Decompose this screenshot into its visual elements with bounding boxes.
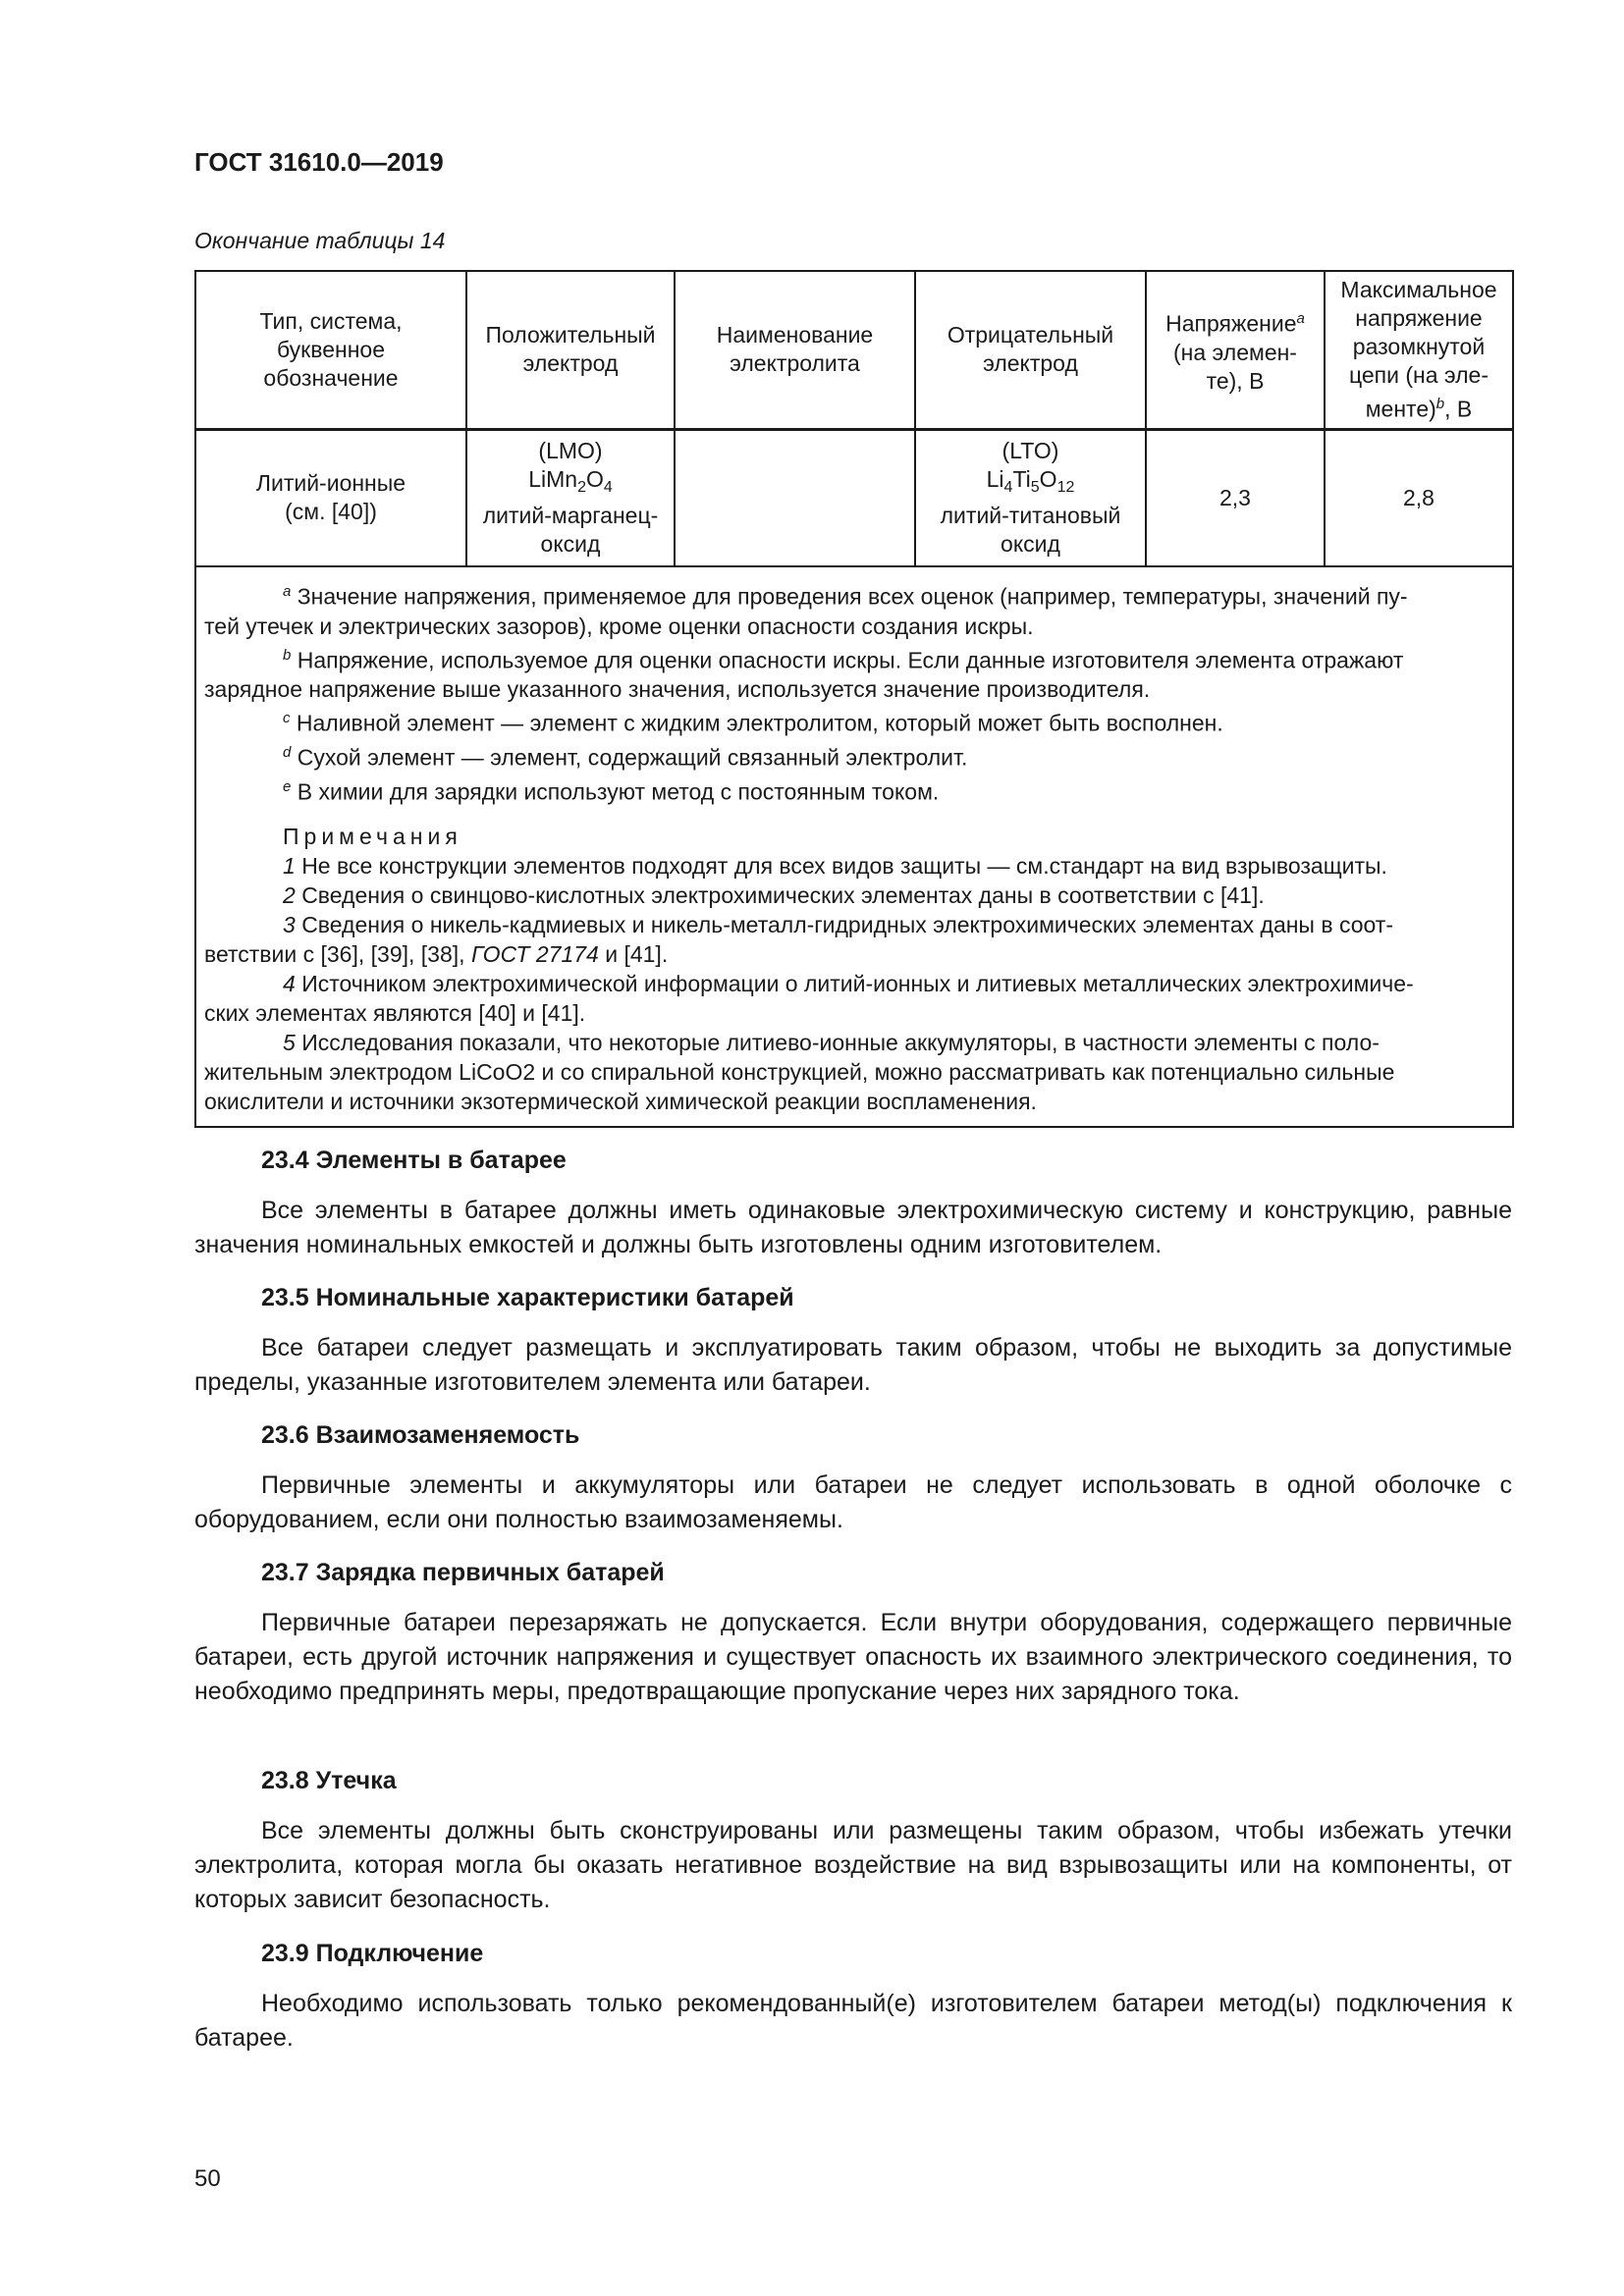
section-title: 23.4 Элементы в батарее <box>261 1147 567 1174</box>
section-paragraph: Все элементы должны быть сконструированы или размещены таким образом, чтобы избежать утечки электролита, которая могла бы оказать негативное воздействие на вид взрывозащиты или на компоненты, от которых зависит безопасность. <box>194 1817 1512 1913</box>
section-23-8 <box>194 1764 1512 1917</box>
footnote-a: $^a$ Значение напряжения, применяемое для проведения всех оценок (например, температуры, значений пу- <box>283 583 1408 610</box>
note-1: 1 Не все конструкции элементов подходят для всех видов защиты — см.стандарт на вид взрывозащиты. <box>283 853 1387 880</box>
note-3: 3 Сведения о никель-кадмиевых и никель-металл-гидридных электрохимических элементах даны в соот- <box>283 912 1393 938</box>
cell-positive-electrode: (LMO) $LiMn_2O_4$ литий-марганец- оксид <box>466 429 675 566</box>
section-title: 23.8 Утечка <box>261 1767 397 1794</box>
section-paragraph: Необходимо использовать только рекомендованный(е) изготовителем батареи метод(ы) подключения к батарее. <box>194 1990 1512 2052</box>
footnote-e: $^e$ В химии для зарядки используют метод с постоянным током. <box>283 777 940 805</box>
column-header-negative-electrode: Отрицательный электрод <box>915 271 1146 429</box>
section-paragraph: Первичные элементы и аккумуляторы или батареи не следует использовать в одной оболочке с оборудованием, если они полностью взаимозаменяемы. <box>194 1471 1512 1533</box>
column-header-type: Тип, система, буквенное обозначение <box>195 271 466 429</box>
note-4: 4 Источником электрохимической информации о литий-ионных и литиевых металлических электрохимиче- <box>283 971 1414 997</box>
section-paragraph: Все батареи следует размещать и эксплуатировать таким образом, чтобы не выходить за допустимые пределы, указанные изготовителем элемента или батареи. <box>194 1334 1512 1396</box>
note-5: 5 Исследования показали, что некоторые литиево-ионные аккумуляторы, в частности элементы с поло- <box>283 1030 1380 1056</box>
table-footnotes: $^a$ Значение напряжения, применяемое для проведения всех оценок (например, температуры, значений пу- тей утечек и электрических зазоров), кроме оценки опасности создания искры. $^b$ Напряжение, используемое для оценки опасности искры. Если данные изготовителя элемента отражают зарядное напряжение выше указанного значения, используется значение производителя. $^c$ Наливной элемент — элемент с жидким электролитом, который может быть восполнен. $^d$ Сухой элемент — элемент, содержащий связанный электролит. $^e$ В химии для зарядки используют метод с постоянным током. Примечания 1 Не все конструкции элементов подходят для всех видов защиты — см.стандарт на вид взрывозащиты. 2 Сведения о свинцово-кислотных электрохимических элементах даны в соответствии с [41]. 3 Сведения о никель-кадмиевых и никель-металл-гидридных электрохимических элементах даны в соот- ветствии с [36], [39], [38], ГОСТ 27174 и [41]. 4 Источником электрохимической информации о литий-ионных и литиевых металлических электрохимиче- ских элементах являются [40] и [41]. 5 Исследования показали, что некоторые литиево-ионные аккумуляторы, в частности элементы с поло- жительным электродом LiCoO2 и со спиральной конструкцией, можно рассматривать как потенциально сильные окислители и источники экзотермической химической реакции воспламенения. <box>195 566 1513 1127</box>
section-title: 23.5 Номинальные характеристики батарей <box>261 1284 794 1311</box>
note-2: 2 Сведения о свинцово-кислотных электрохимических элементах даны в соответствии с [41]. <box>283 882 1265 909</box>
footnote-ref-a: a <box>1296 310 1305 327</box>
column-header-electrolyte: Наименование электролита <box>675 271 915 429</box>
section-paragraph: Все элементы в батарее должны иметь одинаковые электрохимическую систему и конструкцию, равные значения номинальных емкостей и должны быть изготовлены одним изготовителем. <box>194 1197 1512 1258</box>
section-23-5 <box>194 1281 1512 1400</box>
electrochemical-table <box>194 270 1514 1128</box>
cell-max-voltage: 2,8 <box>1325 429 1513 566</box>
footnote-c: $^c$ Наливной элемент — элемент с жидким электролитом, который может быть восполнен. <box>283 710 1223 737</box>
notes-title: Примечания <box>283 824 462 850</box>
formula-lto: $Li_4Ti_5O_{12}$ <box>986 466 1075 497</box>
section-paragraph: Первичные батареи перезаряжать не допускается. Если внутри оборудования, содержащего первичные батареи, есть другой источник напряжения и существует опасность их взаимного электрического соединения, то необходимо предпринять меры, предотвращающие пропускание через них зарядного тока. <box>194 1609 1512 1705</box>
footnote-ref-b: b <box>1435 396 1445 412</box>
footnote-b: $^b$ Напряжение, используемое для оценки опасности искры. Если данные изготовителя элемента отражают <box>283 646 1404 673</box>
table-wrapper <box>194 270 1512 1128</box>
document-header: ГОСТ 31610.0—2019 <box>194 147 444 177</box>
section-23-6 <box>194 1418 1512 1537</box>
table-row <box>195 429 1513 566</box>
section-23-4 <box>194 1144 1512 1262</box>
cell-type: Литий-ионные (см. [40]) <box>195 429 466 566</box>
column-header-voltage: Напряжение$^a$ (на элемен- те), В <box>1146 271 1325 429</box>
cell-negative-electrode: (LTO) $Li_4Ti_5O_{12}$ литий-титановый оксид <box>915 429 1146 566</box>
cell-electrolyte <box>675 429 915 566</box>
column-header-max-voltage: Максимальное напряжение разомкнутой цепи (на эле- менте)$^b$, В <box>1325 271 1513 429</box>
table-footnotes-row <box>195 566 1513 1127</box>
column-header-positive-electrode: Положительный электрод <box>466 271 675 429</box>
footnote-d: $^d$ Сухой элемент — элемент, содержащий связанный электролит. <box>283 744 968 771</box>
table-header-row <box>195 271 1513 429</box>
section-23-7 <box>194 1556 1512 1709</box>
section-23-9 <box>194 1937 1512 2056</box>
page-number: 50 <box>194 2165 221 2192</box>
cell-voltage: 2,3 <box>1146 429 1325 566</box>
section-title: 23.6 Взаимозаменяемость <box>261 1421 580 1449</box>
formula-lmo: $LiMn_2O_4$ <box>528 466 613 497</box>
table-caption: Окончание таблицы 14 <box>194 228 446 253</box>
section-title: 23.7 Зарядка первичных батарей <box>261 1559 665 1586</box>
section-title: 23.9 Подключение <box>261 1940 484 1967</box>
